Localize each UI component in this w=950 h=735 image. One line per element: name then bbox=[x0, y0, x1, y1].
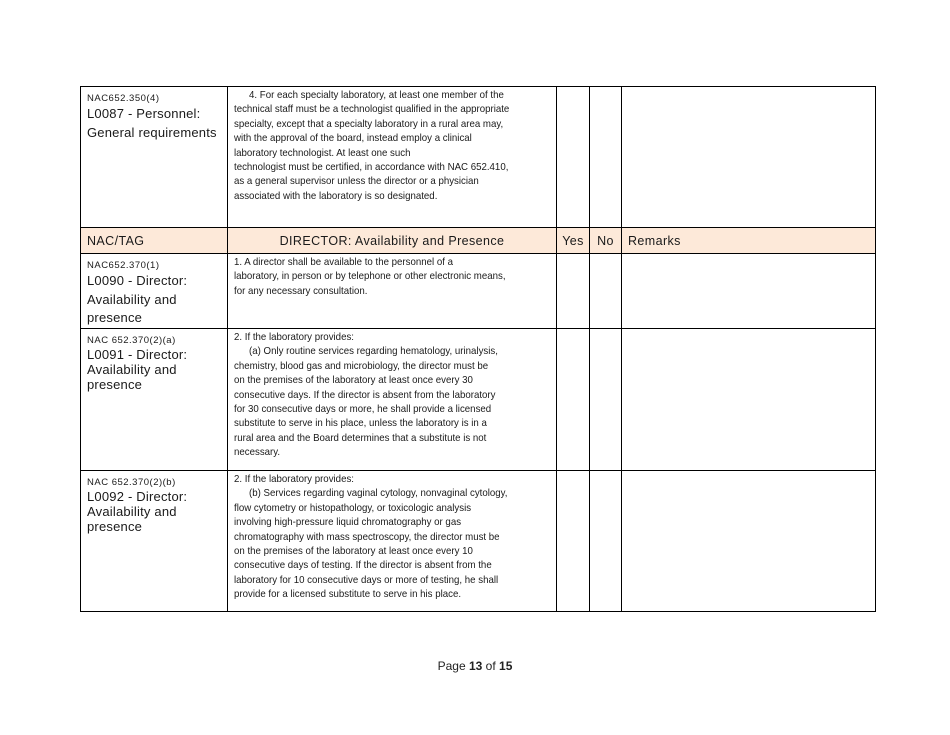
text-line: laboratory for 10 consecutive days or more of testing, he shall bbox=[234, 574, 499, 586]
section-header-row bbox=[81, 228, 876, 254]
text-line: rural area and the Board determines that a substitute is not bbox=[234, 432, 487, 444]
remarks-cell[interactable] bbox=[622, 471, 876, 612]
requirement-text-cell bbox=[228, 87, 557, 228]
header-yes: Yes bbox=[557, 228, 590, 254]
tag-title-line: L0091 - Director: bbox=[87, 347, 188, 362]
yes-checkbox-cell[interactable] bbox=[557, 87, 590, 228]
table-row bbox=[81, 87, 876, 228]
nac-tag-cell bbox=[81, 329, 228, 471]
text-line: associated with the laboratory is so designated. bbox=[234, 190, 438, 202]
nac-tag-cell bbox=[81, 471, 228, 612]
yes-checkbox-cell[interactable] bbox=[557, 471, 590, 612]
requirement-text bbox=[234, 256, 554, 299]
text-line: laboratory technologist. At least one such bbox=[234, 147, 411, 159]
text-line: chemistry, blood gas and microbiology, the director must be bbox=[234, 360, 489, 372]
text-line: on the premises of the laboratory at least once every 30 bbox=[234, 375, 473, 387]
checklist-table bbox=[80, 86, 876, 612]
tag-title-line: presence bbox=[87, 377, 143, 392]
header-no: No bbox=[590, 228, 622, 254]
no-checkbox-cell[interactable] bbox=[590, 329, 622, 471]
yes-checkbox-cell[interactable] bbox=[557, 254, 590, 329]
text-line: flow cytometry or histopathology, or toxicologic analysis bbox=[234, 502, 472, 514]
tag-title-line: Availability and bbox=[87, 291, 177, 307]
nac-reference: NAC 652.370(2)(b) bbox=[87, 477, 176, 488]
requirement-text-cell bbox=[228, 329, 557, 471]
text-line: with the approval of the board, instead employ a clinical bbox=[234, 133, 472, 145]
requirement-text-cell bbox=[228, 254, 557, 329]
text-line: as a general supervisor unless the director or a physician bbox=[234, 176, 479, 188]
remarks-cell[interactable] bbox=[622, 254, 876, 329]
no-checkbox-cell[interactable] bbox=[590, 87, 622, 228]
no-checkbox-cell[interactable] bbox=[590, 254, 622, 329]
text-line: technical staff must be a technologist qualified in the appropriate bbox=[234, 104, 510, 116]
requirement-text bbox=[234, 89, 554, 204]
tag-title-line: L0092 - Director: bbox=[87, 489, 188, 504]
text-line: 2. If the laboratory provides: bbox=[234, 474, 354, 485]
current-page-number: 13 bbox=[468, 659, 483, 673]
text-line: for any necessary consultation. bbox=[234, 285, 368, 297]
tag-title-line: General requirements bbox=[87, 124, 217, 140]
text-line: 2. If the laboratory provides: bbox=[234, 332, 354, 343]
remarks-cell[interactable] bbox=[622, 87, 876, 228]
header-nac-tag: NAC/TAG bbox=[81, 228, 228, 254]
table-row bbox=[81, 329, 876, 471]
text-line: on the premises of the laboratory at least once every 10 bbox=[234, 546, 473, 558]
requirement-text bbox=[234, 331, 554, 461]
table-row bbox=[81, 471, 876, 612]
no-checkbox-cell[interactable] bbox=[590, 471, 622, 612]
text-line: necessary. bbox=[234, 447, 281, 459]
text-line: laboratory, in person or by telephone or other electronic means, bbox=[234, 271, 506, 283]
text-line: 1. A director shall be available to the personnel of a bbox=[234, 257, 454, 268]
section-title: DIRECTOR: Availability and Presence bbox=[228, 228, 557, 254]
requirement-text bbox=[234, 473, 554, 603]
text-line: (a) Only routine services regarding hematology, urinalysis, bbox=[249, 346, 498, 358]
text-line: chromatography with mass spectroscopy, the director must be bbox=[234, 531, 500, 543]
nac-reference: NAC652.350(4) bbox=[87, 93, 160, 104]
nac-reference: NAC 652.370(2)(a) bbox=[87, 335, 176, 346]
total-pages-number: 15 bbox=[499, 659, 513, 673]
remarks-cell[interactable] bbox=[622, 329, 876, 471]
text-line: technologist must be certified, in accordance with NAC 652.410, bbox=[234, 162, 509, 174]
text-line: provide for a licensed substitute to serve in his place. bbox=[234, 589, 462, 601]
yes-checkbox-cell[interactable] bbox=[557, 329, 590, 471]
table-row bbox=[81, 254, 876, 329]
text-line: consecutive days. If the director is absent from the laboratory bbox=[234, 389, 496, 401]
text-line: consecutive days of testing. If the director is absent from the bbox=[234, 560, 492, 572]
nac-tag-cell bbox=[81, 87, 228, 228]
page-word: Page bbox=[437, 659, 466, 673]
of-word: of bbox=[485, 659, 496, 673]
header-remarks: Remarks bbox=[622, 228, 876, 254]
text-line: for 30 consecutive days or more, he shall provide a licensed bbox=[234, 404, 492, 416]
nac-tag-cell bbox=[81, 254, 228, 329]
requirement-text-cell bbox=[228, 471, 557, 612]
text-line: specialty, except that a specialty laboratory in a rural area may, bbox=[234, 118, 504, 130]
tag-title-line: presence bbox=[87, 310, 143, 325]
tag-title-line: L0090 - Director: bbox=[87, 273, 188, 288]
nac-reference: NAC652.370(1) bbox=[87, 260, 160, 271]
text-line: 4. For each specialty laboratory, at least one member of the bbox=[249, 90, 504, 101]
tag-title-line: Availability and bbox=[87, 504, 177, 519]
text-line: involving high-pressure liquid chromatography or gas bbox=[234, 517, 462, 529]
text-line: (b) Services regarding vaginal cytology, nonvaginal cytology, bbox=[249, 488, 508, 500]
tag-title-line: presence bbox=[87, 519, 143, 534]
tag-title-line: Availability and bbox=[87, 362, 177, 377]
text-line: substitute to serve in his place, unless the laboratory is in a bbox=[234, 418, 487, 430]
tag-title-line: L0087 - Personnel: bbox=[87, 106, 201, 121]
page-footer bbox=[0, 659, 950, 673]
